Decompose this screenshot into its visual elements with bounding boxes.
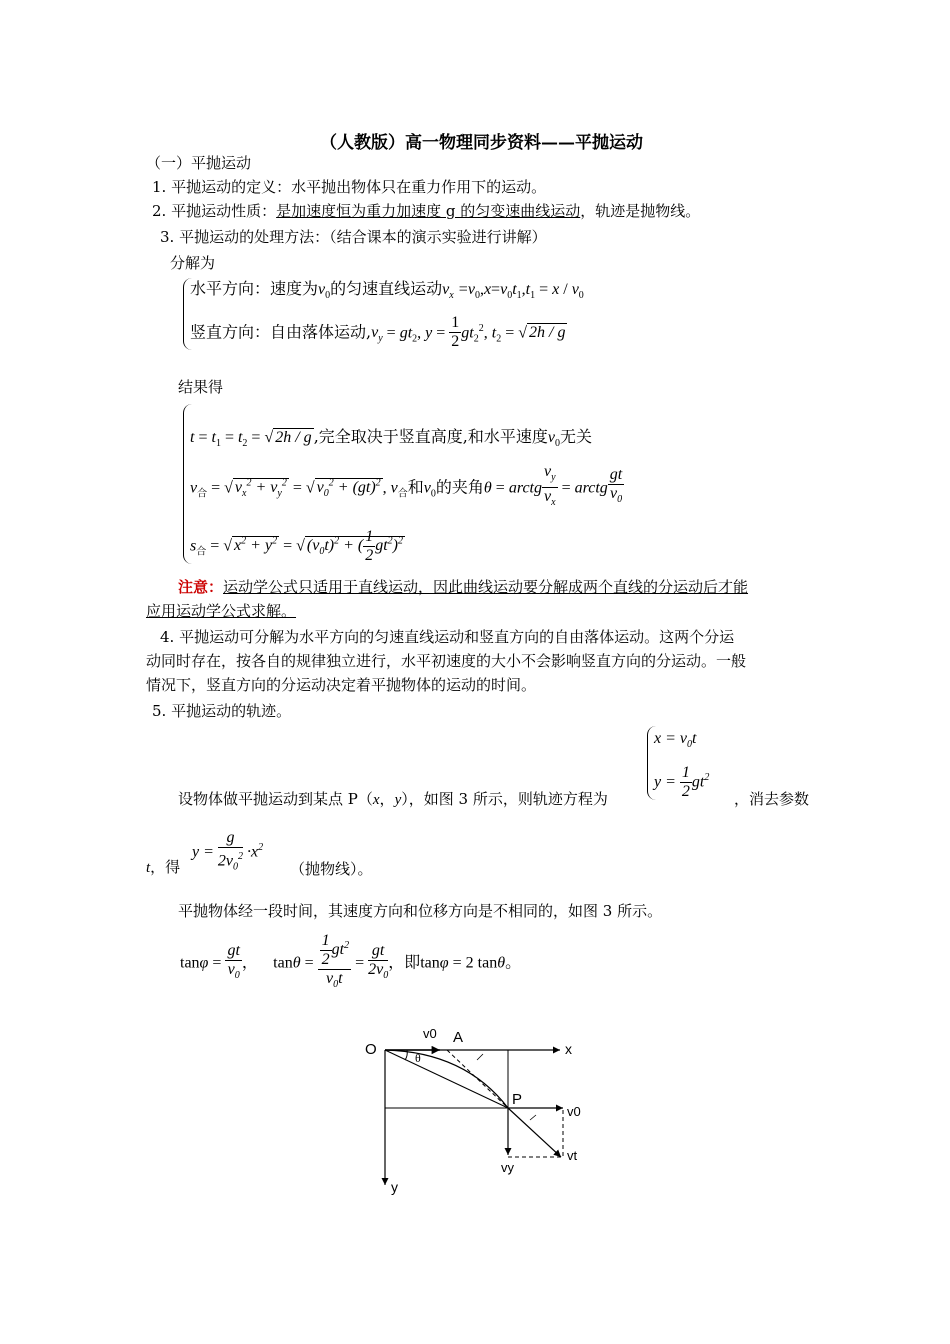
item-4-line-1: 4. 平抛运动可分解为水平方向的匀速直线运动和竖直方向的自由落体运动。这两个分运 [160,628,735,646]
a-label: A [453,1029,464,1046]
item-4-line-3: 情况下，竖直方向的分运动决定着平抛物体的运动的时间。 [146,676,537,694]
result-s: $s_合$ = √ $x^2 + y^2$ = √ $(v_0t)^2$ + ( $\frac{1}{2}$ $gt^2)^2$ [190,528,403,565]
result-v: $v_合$ = √ $v_x^2 + v_y^2$ = √ $v_0^2 + (gt)^2$ , $v_合$和$v_0$的夹角θ = arctg $\frac{v_y}{v_x}$ = arctg $\frac{gt}{v_0}$ [190,463,623,509]
x-label: x [565,1041,572,1057]
trajectory-sentence-tail: ，消去参数 [734,790,810,808]
vt-label: vt [567,1148,578,1163]
item-4-line-2: 动同时存在，按各自的规律独立进行，水平初速度的大小不会影响竖直方向的分运动。一般 [146,652,747,670]
page-title: （人教版）高一物理同步资料——平抛运动 [320,133,643,153]
note-line-1 [178,576,748,598]
horizontal-equation: 水平方向：速度为$v_0$的匀速直线运动$v_x =v_0,x=v_0t_1,t_1 = x / v_0$ [190,279,584,302]
decompose-label: 分解为 [170,254,216,272]
trajectory-x-eq: $x = v_0t$ [654,730,697,751]
vt-arrow [508,1108,561,1157]
item-1: 1. 平抛运动的定义：水平抛出物体只在重力作用下的运动。 [152,178,547,196]
section-heading: （一）平抛运动 [146,154,252,172]
v0-top-label: v0 [423,1026,437,1041]
trajectory-result: t，得 [146,858,181,876]
item-3: 3. 平抛运动的处理方法：（结合课本的演示实验进行讲解） [160,228,547,246]
tan-relations: tanφ = $\frac{gt}{v_0}$ ， tanθ = $\frac{1}{2}$ $gt^2$ $v_0t$ = $\frac{gt}{2v_0}$ ，即tanφ = 2 tanθ。 [180,932,522,991]
y-label: y [391,1179,398,1195]
origin-label: O [365,1041,377,1058]
item-2-suffix: ，轨迹是抛物线。 [580,202,701,220]
trajectory-figure [355,1020,595,1200]
vy-label: vy [501,1160,514,1175]
item-2-underlined: 是加速度恒为重力加速度 g 的匀变速曲线运动 [276,202,581,220]
vertical-equation: 竖直方向：自由落体运动$,v_y = gt_2$, y = $\frac{1}{2}$ $gt_2^2$, $t_2$ = √ 2h / g [190,314,566,351]
result-label: 结果得 [178,378,224,396]
result-t: $t = t_1 = t_2$ = √ 2h / g ,完全取决于竖直高度,和水平速度$v_0$无关 [190,427,592,450]
phi-arc-top [477,1054,483,1060]
direction-text: 平抛物体经一段时间，其速度方向和位移方向是不相同的，如图 3 所示。 [178,902,663,920]
p-label: P [512,1091,523,1108]
v0-right-label: v0 [567,1104,581,1119]
item-2 [152,200,700,222]
note-text-1: 运动学公式只适用于直线运动，因此曲线运动要分解成两个直线的分运动后才能 [223,578,749,596]
note-line-2: 应用运动学公式求解。 [146,602,297,620]
displacement-line [385,1050,508,1108]
parabola-label: （抛物线）。 [290,860,373,878]
trajectory-y-eq: y = $\frac{1}{2}$ $gt^2$ [654,764,710,801]
parabola-equation: y = $\frac{g}{2v_0^2}$ $\cdot x^2$ [192,828,264,873]
note-label: 注意： [178,578,224,596]
item-5: 5. 平抛运动的轨迹。 [152,702,292,720]
theta-label: θ [415,1051,421,1065]
trajectory-sentence: 设物体做平抛运动到某点 P（x，y），如图 3 所示，则轨迹方程为 [178,790,608,808]
phi-arc-p [530,1115,536,1120]
tangent-dashed [447,1050,508,1108]
item-2-prefix: 2. 平抛运动性质： [152,202,277,220]
